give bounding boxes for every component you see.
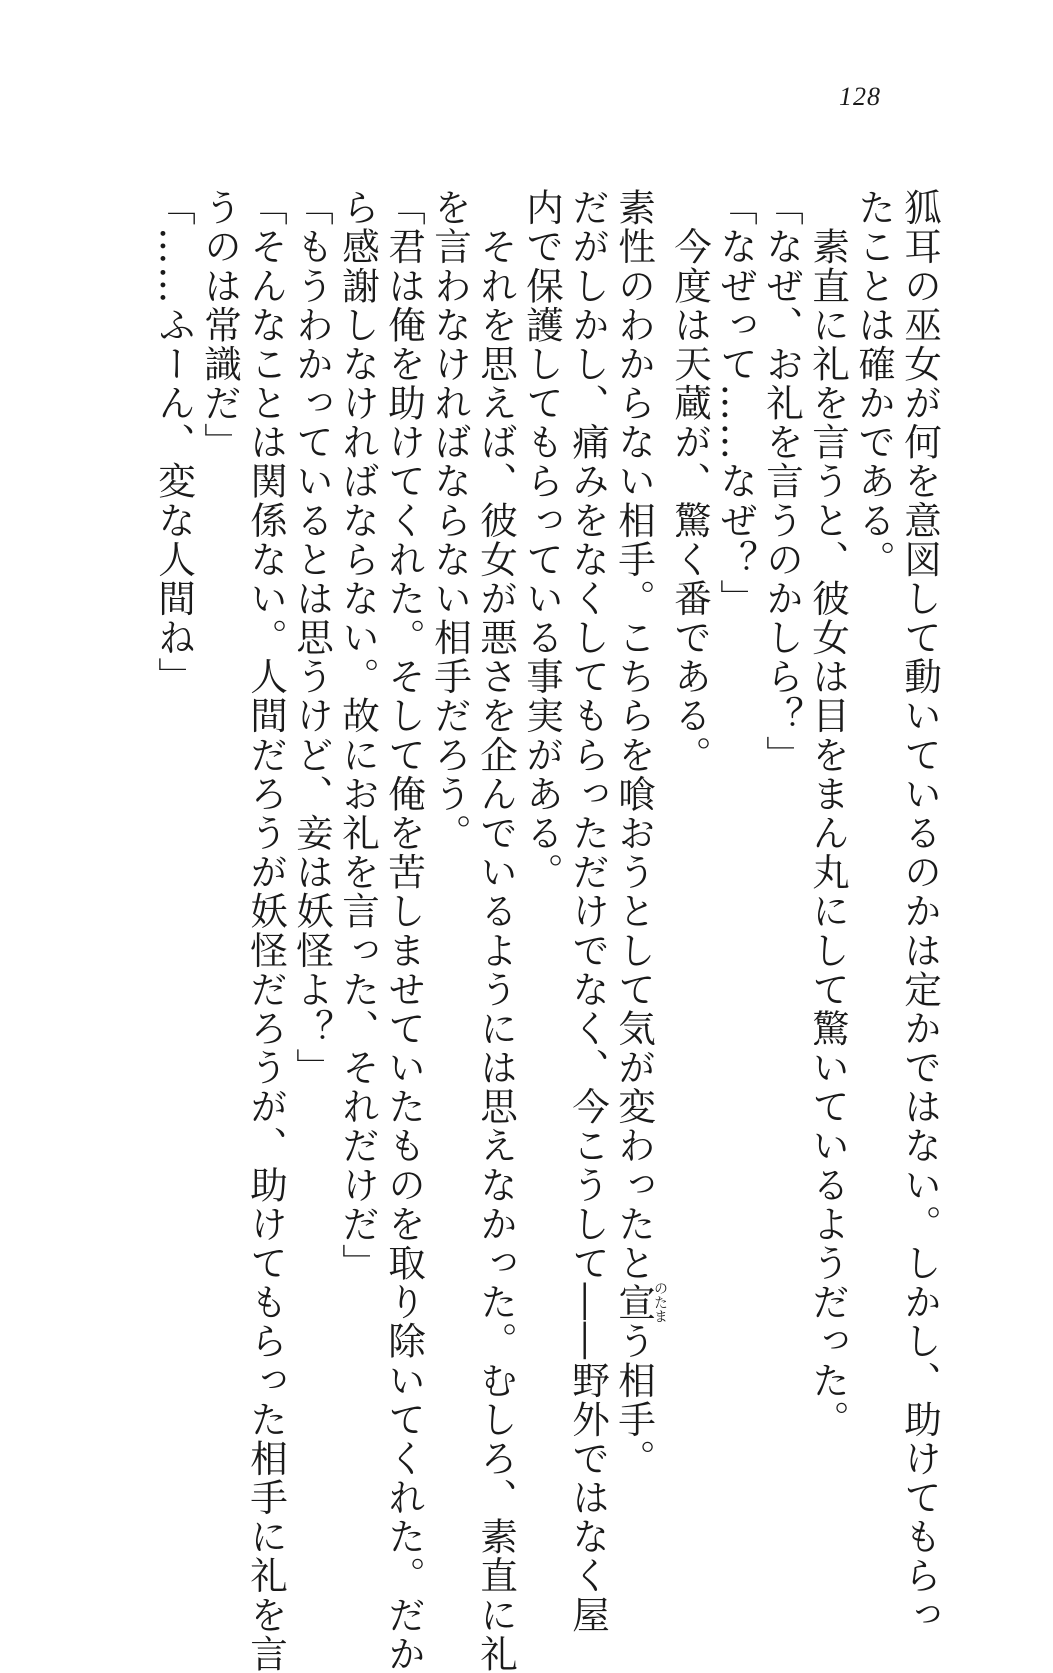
ruby-reading: のたま [652, 1281, 668, 1324]
text-line-10: それを思えば、彼女が悪さを企んでいるようには思えなかった。むしろ、素直に礼 [474, 188, 518, 1673]
text-line-9: 内で保護してもらっている事実がある。 [520, 188, 564, 892]
ruby-base: 宣 [612, 1281, 656, 1324]
text-line-16: うのは常識だ」 [198, 188, 242, 462]
text-line-11: を言わなければならない相手だろう。 [428, 188, 472, 853]
text-line-2: たことは確かである。 [852, 188, 896, 579]
text-line-7 [611, 188, 668, 1478]
text-line-3: 素直に礼を言うと、彼女は目をまん丸にして驚いているようだった。 [806, 188, 850, 1439]
text-line-5: 「なぜって……なぜ？」 [714, 188, 758, 618]
page-number: 128 [839, 82, 881, 111]
novel-body-text [151, 188, 943, 1673]
text-line-6: 今度は天蔵が、驚く番である。 [668, 188, 712, 775]
text-line-7-main: 素性のわからない相手。こちらを喰おうとして気が変わったと [612, 188, 656, 1283]
text-line-8: だがしかし、痛みをなくしてもらっただけでなく、今こうして――野外ではなく屋 [566, 188, 610, 1635]
text-line-1: 狐耳の巫女が何を意図して動いているのかは定かではない。しかし、助けてもらっ [898, 188, 942, 1635]
text-line-4: 「なぜ、お礼を言うのかしら？」 [760, 188, 804, 775]
text-line-7-tail: う相手。 [612, 1321, 656, 1478]
text-line-13: ら感謝しなければならない。故にお礼を言った、それだけだ」 [336, 188, 380, 1283]
text-line-17: 「……ふーん、変な人間ね」 [152, 188, 196, 697]
text-line-15: 「そんなことは関係ない。人間だろうが妖怪だろうが、助けてもらった相手に礼を言 [244, 188, 288, 1673]
ruby-word [612, 1281, 668, 1324]
text-line-14: 「もうわかっているとは思うけど、妾は妖怪よ？」 [290, 188, 334, 1088]
text-line-12: 「君は俺を助けてくれた。そして俺を苦しませていたものを取り除いてくれた。だか [382, 188, 426, 1673]
